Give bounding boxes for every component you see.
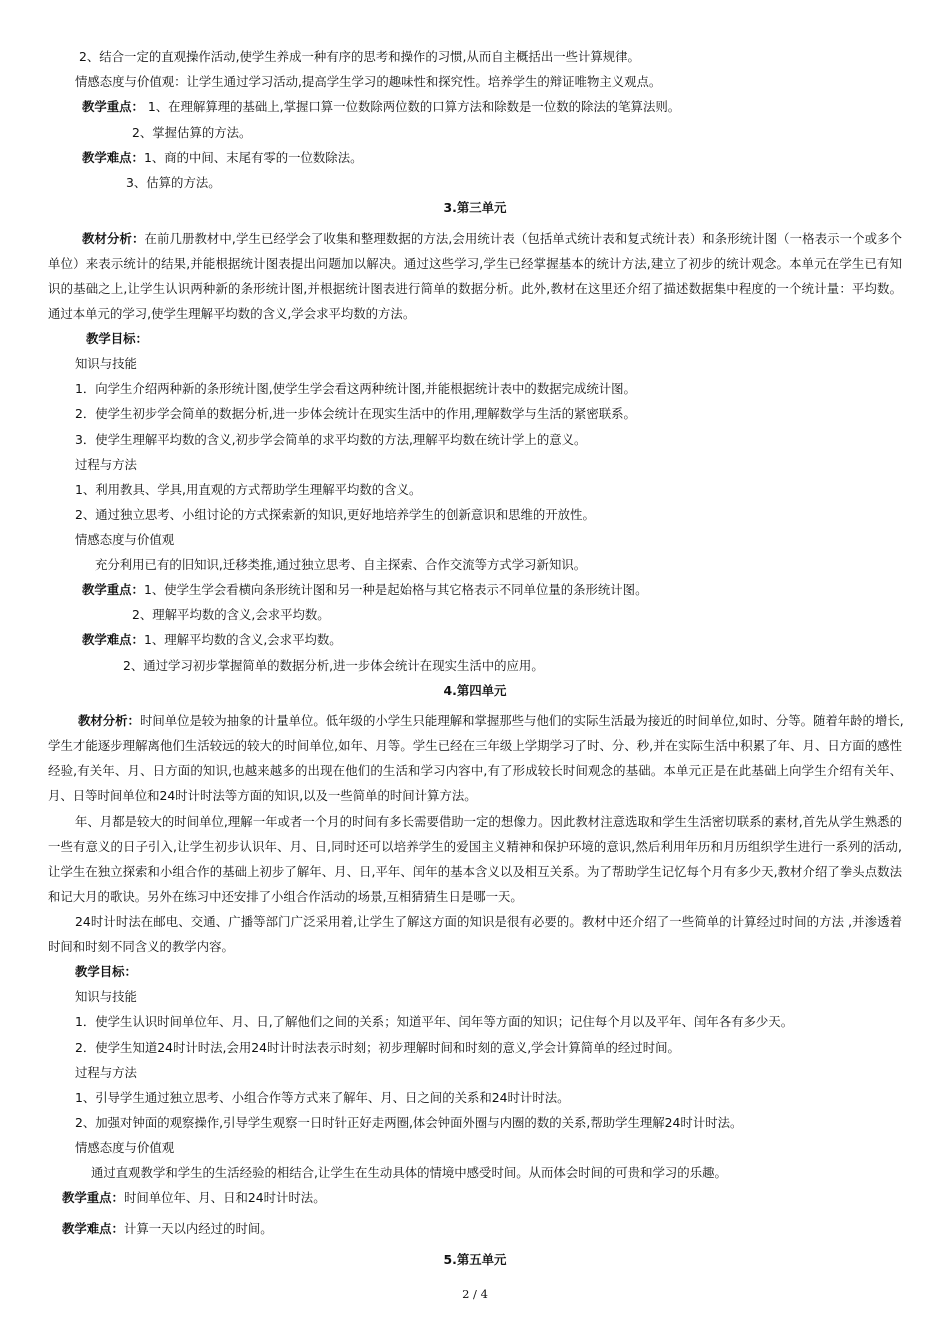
unit3-knowledge-3: 3．使学生理解平均数的含义,初步学会简单的求平均数的方法,理解平均数在统计学上的意义。 <box>75 432 587 447</box>
unit3-attitude: 充分利用已有的旧知识,迁移类推,通过独立思考、自主探索、合作交流等方式学习新知识。 <box>95 557 587 572</box>
unit4-analysis-line-1 <box>78 712 902 730</box>
unit3-attitude-label: 情感态度与价值观 <box>75 532 175 547</box>
unit4-knowledge-2: 2．使学生知道24时计时法,会用24时计时法表示时刻；初步理解时间和时刻的意义,学会计算简单的经过时间。 <box>75 1040 680 1055</box>
unit3-title: 3.第三单元 <box>443 200 507 215</box>
unit2-difficulty <box>82 149 362 167</box>
unit4-key-label: 教学重点： <box>62 1190 124 1205</box>
unit3-process-1: 1、利用教具、学具,用直观的方式帮助学生理解平均数的含义。 <box>75 482 422 497</box>
unit2-diff-2: 3、估算的方法。 <box>126 175 221 190</box>
unit4-process-2: 2、加强对钟面的观察操作,引导学生观察一日时针正好走两圈,体会钟面外圈与内圈的数的关系,帮助学生理解24时计时法。 <box>75 1115 743 1130</box>
unit4-key-text: 时间单位年、月、日和24时计时法。 <box>123 1190 326 1205</box>
unit3-knowledge-2: 2．使学生初步学会简单的数据分析,进一步体会统计在现实生活中的作用,理解数学与生活的紧密联系。 <box>75 406 636 421</box>
unit4-para2-line-2: 一些有意义的日子引入,让学生初步认识年、月、日,同时还可以培养学生的爱国主义精神和保护环境的意识,然后利用年历和月历组织学生进行一系列的活动, <box>48 839 902 854</box>
unit2-goal-line: 2、结合一定的直观操作活动,使学生养成一种有序的思考和操作的习惯,从而自主概括出一些计算规律。 <box>79 49 640 64</box>
unit3-difficulty <box>82 631 342 649</box>
unit2-key-points <box>82 98 680 116</box>
unit3-analysis-line-1 <box>82 230 902 248</box>
unit4-analysis-line-4: 月、日等时间单位和24时计时法等方面的知识,以及一些简单的时间计算方法。 <box>48 788 477 803</box>
unit4-knowledge-1: 1．使学生认识时间单位年、月、日,了解他们之间的关系；知道平年、闰年等方面的知识；记住每个月以及平年、闰年各有多少天。 <box>75 1014 794 1029</box>
unit3-key-1: 1、使学生学会看横向条形统计图和另一种是起始格与其它格表示不同单位量的条形统计图。 <box>143 582 648 597</box>
unit2-diff-1: 1、商的中间、末尾有零的一位数除法。 <box>143 150 363 165</box>
unit3-key-label: 教学重点： <box>82 582 144 597</box>
unit2-key-label: 教学重点： <box>82 99 144 114</box>
unit5-title: 5.第五单元 <box>443 1252 507 1267</box>
unit4-para2-line-1: 年、月都是较大的时间单位,理解一年或者一个月的时间有多长需要借助一定的想像力。因此教材注意选取和学生生活密切联系的素材,首先从学生熟悉的 <box>75 814 902 829</box>
unit3-knowledge-label: 知识与技能 <box>75 356 137 371</box>
unit4-para2-line-4: 和记大月的歌诀。另外在练习中还安排了小组合作活动的场景,互相猜猜生日是哪一天。 <box>48 889 523 904</box>
unit3-analysis-line-2: 单位）来表示统计的结果,并能根据统计图表提出问题加以解决。通过这些学习,学生已经掌握基本的统计方法,建立了初步的统计观念。本单元在学生已有知 <box>48 256 902 271</box>
page-number: 2 / 4 <box>462 1287 488 1301</box>
unit4-analysis-label: 教材分析： <box>78 713 140 728</box>
unit3-analysis-label: 教材分析： <box>82 231 145 246</box>
unit3-process-label: 过程与方法 <box>75 457 137 472</box>
unit3-key-points <box>82 581 647 599</box>
unit4-process-1: 1、引导学生通过独立思考、小组合作等方式来了解年、月、日之间的关系和24时计时法。 <box>75 1090 570 1105</box>
unit4-key-points <box>62 1189 326 1207</box>
unit4-goals-label: 教学目标： <box>75 964 137 979</box>
unit3-key-2: 2、理解平均数的含义,会求平均数。 <box>132 607 330 622</box>
unit3-knowledge-1: 1．向学生介绍两种新的条形统计图,使学生学会看这两种统计图,并能根据统计表中的数据完成统计图。 <box>75 381 636 396</box>
unit4-attitude: 通过直观教学和学生的生活经验的相结合,让学生在生动具体的情境中感受时间。从而体会时间的可贵和学习的乐趣。 <box>91 1165 727 1180</box>
unit3-analysis-line-4: 通过本单元的学习,使学生理解平均数的含义,学会求平均数的方法。 <box>48 306 416 321</box>
unit4-diff-text: 计算一天以内经过的时间。 <box>123 1221 273 1236</box>
unit4-analysis-line-3: 经验,有关年、月、日方面的知识,也越来越多的出现在他们的生活和学习内容中,有了形成较长时间观念的基础。本单元正是在此基础上向学生介绍有关年、 <box>48 763 902 778</box>
unit3-process-2: 2、通过独立思考、小组讨论的方式探索新的知识,更好地培养学生的创新意识和思维的开放性。 <box>75 507 595 522</box>
unit2-attitude-line: 情感态度与价值观：让学生通过学习活动,提高学生学习的趣味性和探究性。培养学生的辩证唯物主义观点。 <box>75 74 662 89</box>
unit4-attitude-label: 情感态度与价值观 <box>75 1140 175 1155</box>
unit3-analysis-line-3: 识的基础之上,让学生认识两种新的条形统计图,并根据统计图表进行简单的数据分析。此外,教材在这里还介绍了描述数据集中程度的一个统计量：平均数。 <box>48 281 902 296</box>
unit2-key-1: 1、在理解算理的基础上,掌握口算一位数除两位数的口算方法和除数是一位数的除法的笔算法则。 <box>143 99 681 114</box>
unit4-analysis-text-1: 时间单位是较为抽象的计量单位。低年级的小学生只能理解和掌握那些与他们的实际生活最为接近的时间单位,如时、分等。随着年龄的增长, <box>139 713 904 728</box>
unit4-para3-line-2: 时间和时刻不同含义的教学内容。 <box>48 939 234 954</box>
unit4-knowledge-label: 知识与技能 <box>75 989 137 1004</box>
unit4-difficulty <box>62 1220 273 1238</box>
unit2-diff-label: 教学难点： <box>82 150 144 165</box>
unit4-para3-line-1: 24时计时法在邮电、交通、广播等部门广泛采用着,让学生了解这方面的知识是很有必要的。教材中还介绍了一些简单的计算经过时间的方法 ,并渗透着 <box>75 914 902 929</box>
unit4-title: 4.第四单元 <box>443 683 507 698</box>
unit3-diff-2: 2、通过学习初步掌握简单的数据分析,进一步体会统计在现实生活中的应用。 <box>123 658 544 673</box>
unit3-diff-1: 1、理解平均数的含义,会求平均数。 <box>143 632 342 647</box>
unit3-analysis-text-1: 在前几册教材中,学生已经学会了收集和整理数据的方法,会用统计表（包括单式统计表和复式统计表）和条形统计图（一格表示一个或多个 <box>144 231 902 246</box>
unit4-para2-line-3: 让学生在独立探索和小组合作的基础上初步了解年、月、日,平年、闰年的基本含义以及相互关系。为了帮助学生记忆每个月有多少天,教材介绍了拳头点数法 <box>48 864 902 879</box>
unit4-process-label: 过程与方法 <box>75 1065 137 1080</box>
unit4-analysis-line-2: 学生才能逐步理解离他们生活较远的较大的时间单位,如年、月等。学生已经在三年级上学期学习了时、分、秒,并在实际生活中积累了年、月、日方面的感性 <box>48 738 902 753</box>
unit3-goals-label: 教学目标： <box>86 331 148 346</box>
unit2-key-2: 2、掌握估算的方法。 <box>132 125 252 140</box>
unit4-diff-label: 教学难点： <box>62 1221 124 1236</box>
unit3-diff-label: 教学难点： <box>82 632 144 647</box>
